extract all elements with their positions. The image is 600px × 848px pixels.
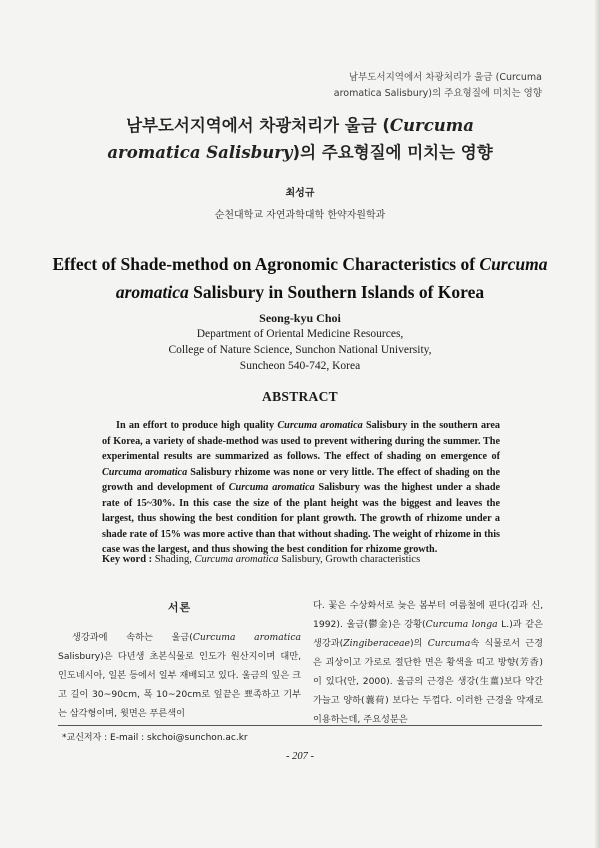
korean-affiliation: 순천대학교 자연과학대학 한약자원학과 [214, 210, 386, 221]
intro-paragraph-left [58, 628, 301, 723]
abstract-text: Salisbury rhizome was none or very little. The effect of shading on the growth and development of [102, 466, 500, 493]
intro-right-column [313, 596, 543, 729]
page-number: - 207 - [286, 751, 314, 762]
korean-title-species: aromatica Salisbury [107, 143, 293, 162]
abstract-body [102, 418, 500, 558]
intro-text: Salisbury)은 다년생 초본식물로 인도가 원산지이며 대만, 인도네시아, 일본 등에서 일부 재배되고 있다. 울금의 잎은 크고 길이 30~90cm, 폭 10~20cm로 잎끝은 뾰족하고 기부는 삼각형이며, 윗면은 푸른색이 [58, 651, 301, 719]
intro-text: 속 식물로서 근경은 괴상이고 가로로 절단한 면은 황색을 띠고 방향(芳香)이 있다(안, 2000). 울금의 근경은 생강(生薑)보다 약간 가늘고 양하(蘘荷) 보다는 두껍다. 이러한 근경을 약재로 이용하는데, 주요성분은 [313, 638, 543, 725]
keywords-species: Curcuma aromatica [194, 554, 279, 565]
intro-text: 생강과에 속하는 울금( [72, 632, 193, 643]
korean-title [0, 112, 600, 166]
intro-text: L.)과 같은 생강과( [313, 619, 544, 649]
intro-text: 다. 꽃은 수상화서로 늦은 봄부터 여름철에 핀다(김과 신, 1992). 울금(鬱金)은 강황( [313, 600, 543, 630]
intro-species: Curcuma longa [425, 619, 498, 630]
english-affiliation [0, 326, 600, 374]
keywords-text: Salisbury, Growth characteristics [278, 554, 421, 565]
abstract-heading: ABSTRACT [262, 389, 338, 404]
korean-title-line-1: 남부도서지역에서 차광처리가 울금 ( [126, 116, 390, 135]
running-head [242, 70, 542, 102]
english-title-species: aromatica [115, 282, 189, 302]
english-title [0, 250, 600, 306]
abstract-species: Curcuma aromatica [228, 482, 315, 493]
running-head-line-1: 남부도서지역에서 차광처리가 울금 (Curcuma [348, 72, 542, 83]
english-title-genus: Curcuma [479, 254, 548, 274]
corresponding-author-footnote: *교신저자 : E-mail : skchoi@sunchon.ac.kr [62, 733, 248, 743]
keywords-text: Shading, [152, 554, 195, 565]
footnote-rule [58, 725, 542, 726]
abstract-text: In an effort to produce high quality [116, 420, 278, 431]
english-author: Seong-kyu Choi [259, 311, 341, 325]
english-title-line-2: Salisbury in Southern Islands of Korea [188, 282, 485, 302]
intro-genus: Curcuma [427, 638, 471, 649]
korean-author: 최성규 [285, 188, 315, 199]
keywords [102, 554, 522, 565]
affiliation-line-3: Suncheon 540-742, Korea [239, 360, 361, 372]
intro-left-column [58, 600, 301, 723]
korean-title-genus: Curcuma [389, 116, 474, 135]
keywords-label: Key word : [102, 554, 153, 565]
affiliation-line-1: Department of Oriental Medicine Resources, [196, 328, 404, 340]
korean-title-line-2: )의 주요형질에 미치는 영향 [292, 143, 493, 162]
intro-heading: 서론 [167, 601, 192, 614]
abstract-species: Curcuma aromatica [102, 466, 188, 478]
abstract-text: Salisbury in the southern area of Korea, a variety of shade-method was used to prevent withering during the summer. The experimental results are summarized as follows. The effect of shading on emergence of [102, 420, 500, 462]
running-head-line-2: aromatica Salisbury)의 주요형질에 미치는 영향 [333, 88, 542, 99]
intro-text: )의 [409, 638, 428, 649]
english-title-line-1: Effect of Shade-method on Agronomic Characteristics of [52, 254, 480, 274]
abstract-text: Salisbury was the highest under a shade rate of 15~30%. In this case the size of the plant height was the biggest and leaves the largest, thus showing the best condition for plant growth. The growth of rhizome under a shade rate of 15% was more active than that without shading. The weight of rhizome in this case was the largest, and thus showing the best condition for rhizome growth. [102, 482, 501, 555]
intro-family: Zingiberaceae [343, 638, 410, 649]
affiliation-line-2: College of Nature Science, Sunchon National University, [168, 344, 432, 356]
abstract-species: Curcuma aromatica [277, 420, 363, 431]
intro-species: Curcuma aromatica [192, 632, 301, 643]
